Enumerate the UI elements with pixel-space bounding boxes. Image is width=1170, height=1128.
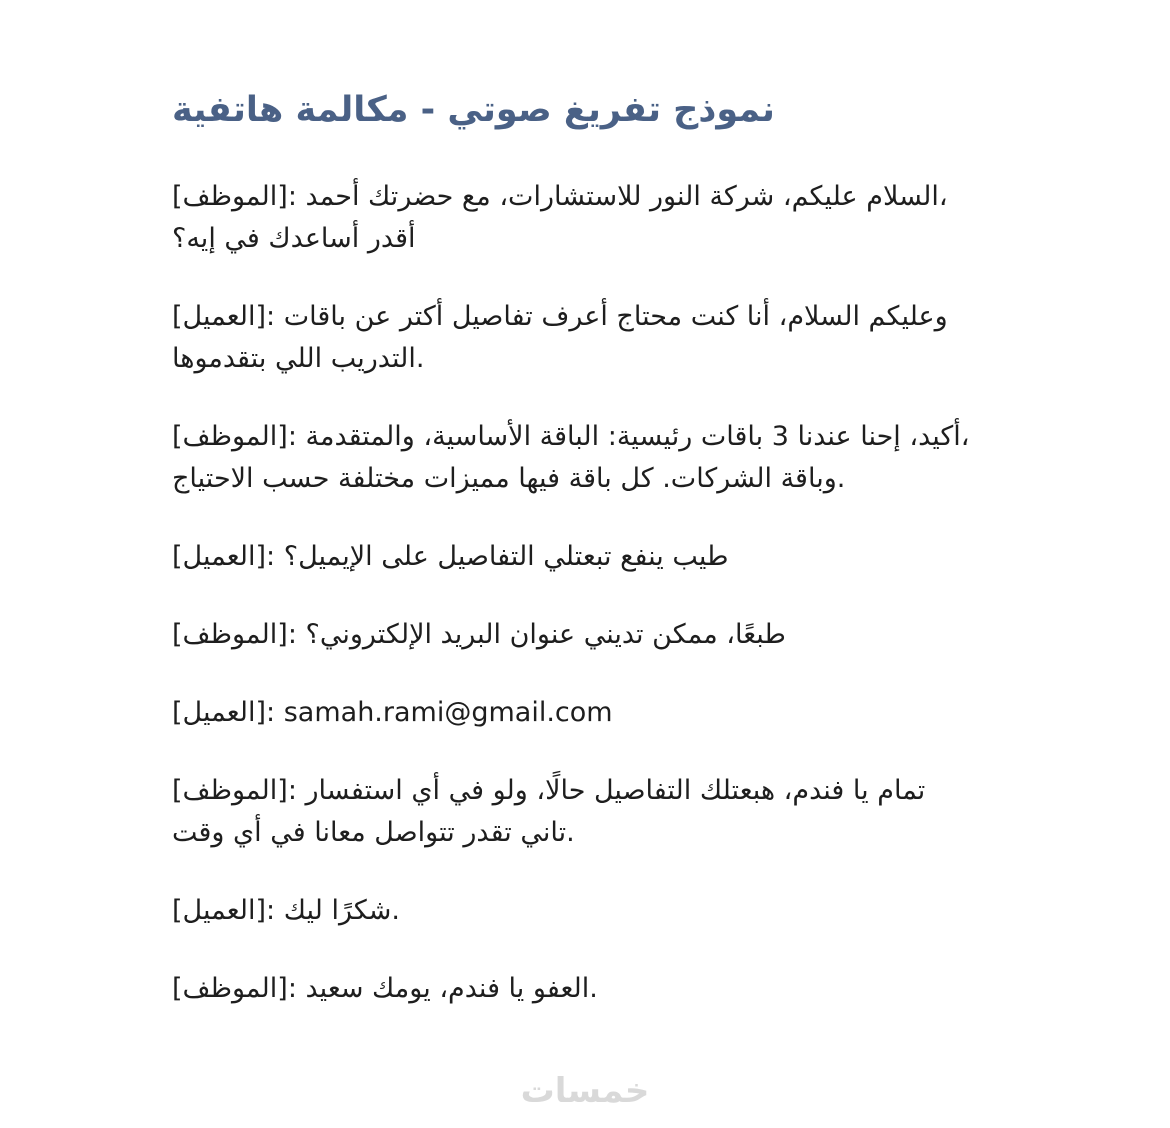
turn-line: [الموظف]: أكيد، إحنا عندنا 3 باقات رئيسية: الباقة الأساسية، والمتقدمة،: [172, 421, 970, 452]
transcript-turn: [172, 296, 1002, 380]
transcript-turn: [172, 968, 1002, 1010]
document-page: [172, 80, 1002, 1046]
turn-line: [الموظف]: السلام عليكم، شركة النور للاستشارات، مع حضرتك أحمد،: [172, 181, 948, 212]
transcript-turn: [172, 176, 1002, 260]
transcript-turn: [172, 890, 1002, 932]
document-title: نموذج تفريغ صوتي - مكالمة هاتفية: [172, 90, 775, 130]
turn-line-continuation: أقدر أساعدك في إيه؟: [172, 223, 416, 254]
transcript-turn: [172, 536, 1002, 578]
transcript-turn: [172, 614, 1002, 656]
turn-line: [العميل]: شكرًا ليك.: [172, 895, 400, 926]
turn-line-continuation: وباقة الشركات. كل باقة فيها مميزات مختلفة حسب الاحتياج.: [172, 463, 846, 494]
transcript-turn: [172, 692, 1002, 734]
transcript-turn: [172, 416, 1002, 500]
transcript-turn: [172, 770, 1002, 854]
transcript: [172, 176, 1002, 1010]
turn-line-email: [العميل]: samah.rami@gmail.com: [172, 697, 613, 728]
turn-line: [الموظف]: طبعًا، ممكن تديني عنوان البريد الإلكتروني؟: [172, 619, 786, 650]
turn-line: [الموظف]: العفو يا فندم، يومك سعيد.: [172, 973, 598, 1004]
turn-line: [العميل]: طيب ينفع تبعتلي التفاصيل على الإيميل؟: [172, 541, 729, 572]
turn-line: [العميل]: وعليكم السلام، أنا كنت محتاج أعرف تفاصيل أكتر عن باقات: [172, 301, 948, 332]
turn-line-continuation: التدريب اللي بتقدموها.: [172, 343, 425, 374]
turn-line: [الموظف]: تمام يا فندم، هبعتلك التفاصيل حالًا، ولو في أي استفسار: [172, 775, 926, 806]
khamsat-watermark-logo: خمسات: [520, 1071, 650, 1111]
turn-line-continuation: تاني تقدر تتواصل معانا في أي وقت.: [172, 817, 575, 848]
